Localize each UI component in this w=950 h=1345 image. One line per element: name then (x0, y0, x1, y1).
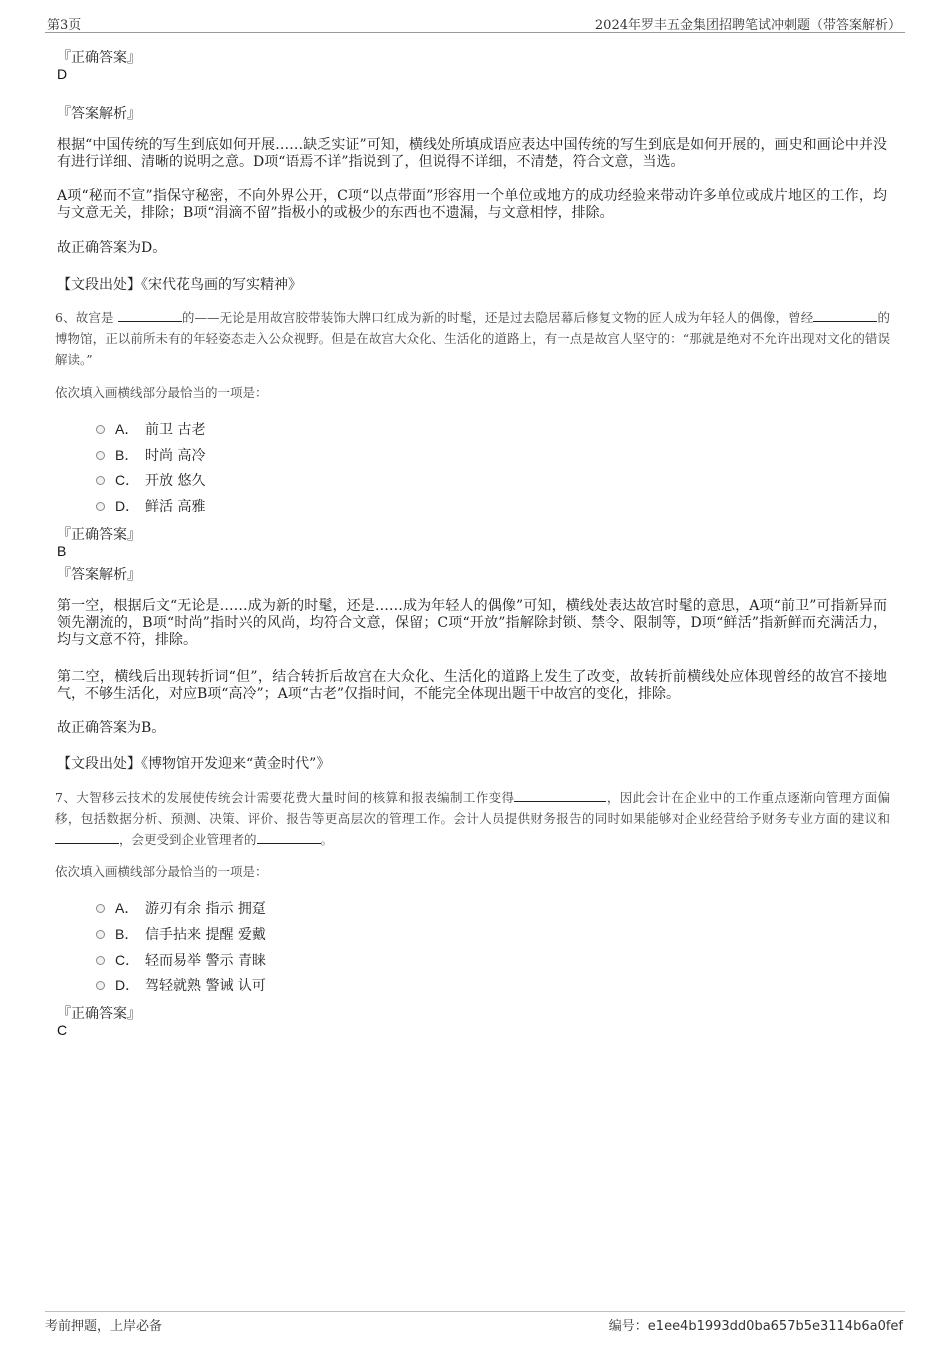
stem-text: ，会更受到企业管理者的 (119, 832, 257, 847)
analysis-conclusion: 故正确答案为D。 (57, 240, 167, 256)
page-number: 第3页 (47, 18, 82, 33)
stem-text: 的——无论是用故宫胶带装饰大牌口红成为新的时髦，还是过去隐居幕后修复文物的匠人成为年轻人的偶像，曾经 (181, 310, 814, 325)
radio-button[interactable] (96, 930, 105, 939)
answer-label: 『正确答案』 (57, 50, 141, 66)
option-text: 信手拈来 提醒 爱戴 (145, 927, 266, 943)
fill-blank (257, 831, 321, 844)
document-title: 2024年罗丰五金集团招聘笔试冲刺题（带答案解析） (594, 18, 901, 33)
stem-text: 7、大智移云技术的发展使传统会计需要花费大量时间的核算和报表编制工作变得 (55, 790, 515, 805)
fill-blank (55, 831, 119, 844)
radio-button[interactable] (96, 476, 105, 485)
analysis-conclusion: 故正确答案为B。 (57, 720, 166, 736)
option-text: 时尚 高冷 (145, 448, 206, 464)
radio-button[interactable] (96, 956, 105, 965)
analysis-paragraph: 第二空，横线后出现转折词“但”，结合转折后故宫在大众化、生活化的道路上发生了改变，故转折前横线处应体现曾经的故宫不接地气，不够生活化，对应B项“高冷”；A项“古老”仅指时间，不能完全体现出题干中故宫的变化，排除。 (57, 669, 887, 702)
option-text: 鲜活 高雅 (145, 499, 206, 515)
answer-label: 『正确答案』 (57, 527, 141, 543)
option-letter: C． (115, 952, 140, 968)
radio-button[interactable] (96, 904, 105, 913)
option-letter: B． (115, 447, 139, 463)
radio-button[interactable] (96, 981, 105, 990)
radio-button[interactable] (96, 502, 105, 511)
page-header (45, 14, 905, 33)
question-stem (55, 307, 890, 370)
fill-blank (514, 789, 606, 802)
stem-text: 的博物馆，正以前所未有的年轻姿态走入公众视野。但是在故宫大众化、生活化的道路上，有一点是故宫人坚守的：“那就是绝对不允许出现对文化的错误解读。” (55, 310, 890, 367)
option-letter: D． (115, 498, 140, 514)
option-letter: D． (115, 977, 140, 993)
page-footer (45, 1311, 905, 1334)
option-text: 轻而易举 警示 青睐 (145, 953, 266, 969)
option-text: 开放 悠久 (145, 473, 206, 489)
option-text: 游刃有余 指示 拥趸 (145, 901, 266, 917)
radio-button[interactable] (96, 451, 105, 460)
analysis-paragraph: 根据“中国传统的写生到底如何开展……缺乏实证”可知，横线处所填成语应表达中国传统的写生到底是如何开展的，画史和画论中并没有进行详细、清晰的说明之意。D项“语焉不详”指说到了，但说得不详细，不清楚，符合文意，当选。 (57, 137, 887, 170)
answer-value: B (57, 543, 67, 559)
radio-button[interactable] (96, 425, 105, 434)
analysis-label: 『答案解析』 (57, 106, 141, 122)
question-prompt: 依次填入画横线部分最恰当的一项是： (55, 385, 268, 400)
answer-value: D (57, 66, 68, 82)
analysis-paragraph: A项“秘而不宣”指保守秘密，不向外界公开，C项“以点带面”形容用一个单位或地方的成功经验来带动许多单位或成片地区的工作，均与文意无关，排除；B项“涓滴不留”指极小的或极少的东西也不遗漏，与文意相悖，排除。 (57, 188, 887, 221)
stem-text: 6、故宫是 (55, 310, 114, 325)
source-citation: 【文段出处】《宋代花鸟画的写实精神》 (57, 277, 302, 293)
document-code (609, 1315, 903, 1334)
footer-slogan: 考前押题，上岸必备 (45, 1319, 163, 1334)
answer-label: 『正确答案』 (57, 1006, 141, 1022)
fill-blank (118, 309, 182, 322)
analysis-label: 『答案解析』 (57, 567, 141, 583)
stem-text: ，因此会计在企业中的工作重点逐渐向管理方面偏移，包括数据分析、预测、决策、评价、报告等更高层次的管理工作。会计人员提供财务报告的同时如果能够对企业经营给予财务专业方面的建议和 (55, 790, 890, 826)
fill-blank (813, 309, 877, 322)
answer-value: C (57, 1022, 68, 1038)
question-stem (55, 787, 890, 850)
option-text: 前卫 古老 (145, 422, 206, 438)
analysis-paragraph: 第一空，根据后文“无论是……成为新的时髦，还是……成为年轻人的偶像”可知，横线处表达故宫时髦的意思，A项“前卫”可指新异而领先潮流的，B项“时尚”指时兴的风尚，均符合文意，保留；C项“开放”指解除封锁、禁令、限制等，D项“鲜活”指新鲜而充满活力，均与文意不符，排除。 (57, 598, 887, 648)
option-letter: A． (115, 421, 139, 437)
stem-text: 。 (320, 832, 334, 847)
option-letter: B． (115, 926, 139, 942)
option-letter: A． (115, 900, 139, 916)
source-citation: 【文段出处】《博物馆开发迎来“黄金时代”》 (57, 756, 331, 772)
option-letter: C． (115, 472, 140, 488)
question-prompt: 依次填入画横线部分最恰当的一项是： (55, 864, 268, 879)
code-label: 编号： (608, 1319, 648, 1334)
code-value: e1ee4b1993dd0ba657b5e3114b6a0fef (647, 1319, 903, 1334)
option-text: 驾轻就熟 警诫 认可 (145, 978, 266, 994)
